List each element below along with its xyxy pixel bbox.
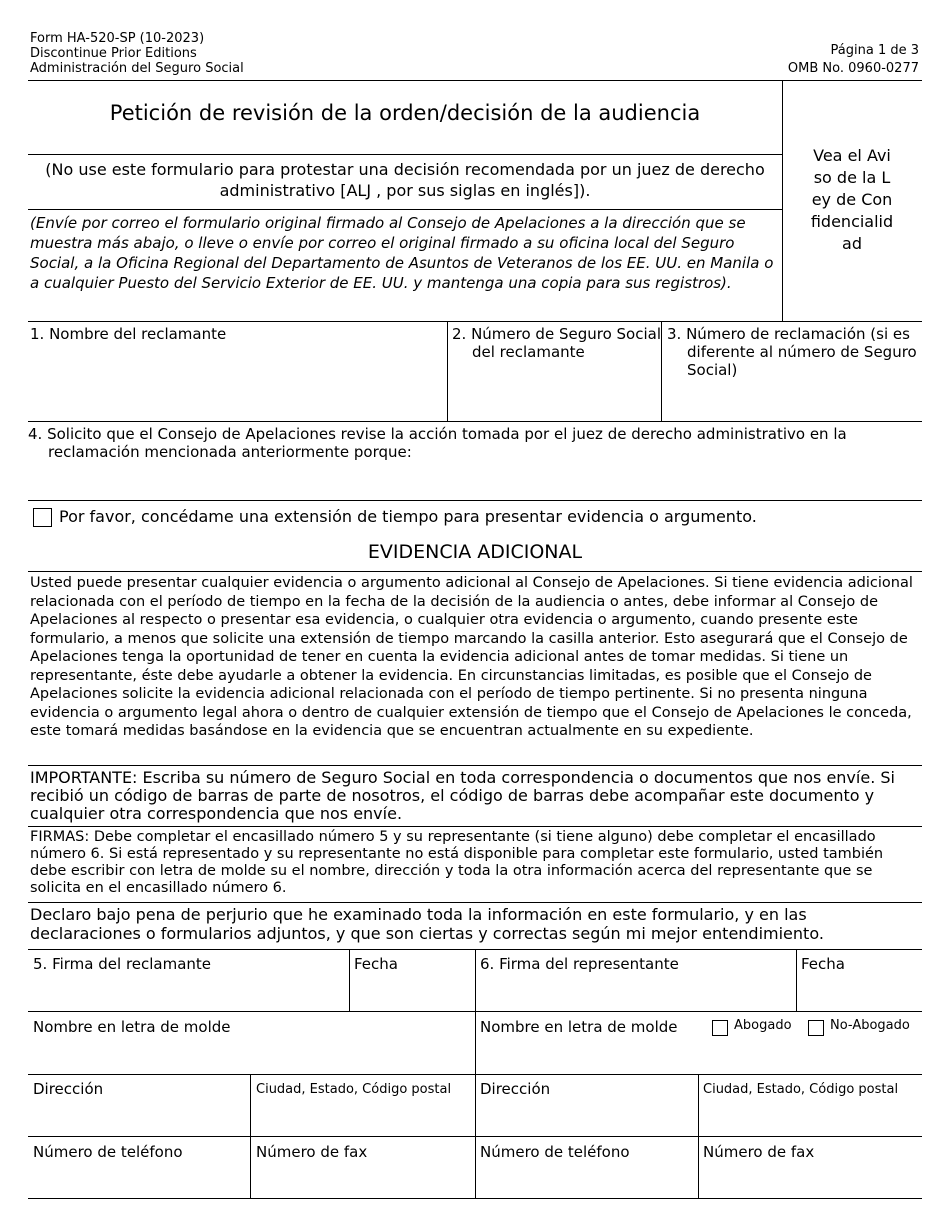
omb-number: OMB No. 0960-0277 <box>787 61 919 76</box>
divider <box>28 500 922 501</box>
divider <box>28 765 922 766</box>
non-attorney-label: No-Abogado <box>830 1018 910 1033</box>
representative-phone-label: Número de teléfono <box>480 1143 630 1161</box>
review-reason-field[interactable] <box>30 464 918 498</box>
divider <box>28 421 922 422</box>
page-number: Página 1 de 3 <box>830 43 919 58</box>
representative-printed-name-field[interactable] <box>476 1040 921 1073</box>
non-attorney-checkbox[interactable] <box>808 1020 824 1036</box>
page-title: Petición de revisión de la orden/decisión de la audiencia <box>109 101 701 125</box>
claimant-name-field[interactable] <box>30 346 444 418</box>
representative-address-label: Dirección <box>480 1080 551 1098</box>
representative-printed-name-label: Nombre en letra de molde <box>480 1018 678 1036</box>
divider <box>447 321 448 421</box>
claimant-fax-label: Número de fax <box>256 1143 368 1161</box>
ssn-field[interactable] <box>450 366 658 418</box>
important-note <box>30 769 920 823</box>
divider <box>28 571 922 572</box>
evidence-heading: EVIDENCIA ADICIONAL <box>367 541 583 563</box>
important-text: Escriba su número de Seguro Social en toda correspondencia o documentos que nos envíe. Si recibió un código de barras de parte de nosotros, el código de barras debe acompañar este documento y cualquier otra correspondencia que nos envíe. <box>30 768 895 823</box>
signatures-label: FIRMAS: <box>30 829 90 845</box>
representative-fax-label: Número de fax <box>703 1143 815 1161</box>
claim-number-label: 3. Número de reclamación (si es diferente al número de Seguro Social) <box>667 325 917 379</box>
extension-checkbox[interactable] <box>33 508 52 527</box>
claim-number-field[interactable] <box>664 384 920 418</box>
claimant-name-label: 1. Nombre del reclamante <box>30 325 227 343</box>
signatures-text: Debe completar el encasillado número 5 y su representante (si tiene alguno) debe completar el encasillado número 6. Si está representado y su representante no está disponible para completar este formulario, usted también debe escribir con letra de molde su el nombre, dirección y toda la otra información acerca del representante que se solicita en el encasillado número 6. <box>30 829 884 896</box>
discontinue-note: Discontinue Prior Editions <box>30 46 197 61</box>
perjury-declaration: Declaro bajo pena de perjurio que he examinado toda la información en este formulario, y en las declaraciones o formularios adjuntos, y que son ciertas y correctas según mi mejor entendimiento. <box>30 905 824 943</box>
divider <box>28 826 922 827</box>
ssn-label: 2. Número de Seguro Social del reclamante <box>452 325 661 361</box>
claimant-signature-label: 5. Firma del reclamante <box>33 955 212 973</box>
signatures-note <box>30 829 920 897</box>
attorney-label: Abogado <box>734 1018 792 1033</box>
divider <box>28 209 782 210</box>
representative-city-label: Ciudad, Estado, Código postal <box>703 1082 899 1097</box>
divider <box>28 80 922 81</box>
mailing-instructions: (Envíe por correo el formulario original firmado al Consejo de Apelaciones a la dirección que se muestra más abajo, o lleve o envíe por correo el original firmado a su oficina local del Seguro Social, a la Oficina Regional del Departamento de Asuntos de Veteranos de los EE. UU. en Manila o a cualquier Puesto del Servicio Exterior de EE. UU. y mantenga una copia para sus registros). <box>30 214 774 292</box>
representative-signature-label: 6. Firma del representante <box>480 955 679 973</box>
divider <box>28 902 922 903</box>
agency-name: Administración del Seguro Social <box>30 61 244 76</box>
claimant-printed-name-label: Nombre en letra de molde <box>33 1018 231 1036</box>
form-number: Form HA-520-SP (10-2023) <box>30 31 205 46</box>
claimant-address-label: Dirección <box>33 1080 104 1098</box>
evidence-text: Usted puede presentar cualquier evidencia o argumento adicional al Consejo de Apelaciones. Si tiene evidencia adicional relacionada con el período de tiempo en la fecha de la decisión de la audiencia o antes, debe informar al Consejo de Apelaciones al respecto o presentar esa evidencia, o cualquier otra evidencia o argumento, cuando presente este formulario, a menos que solicite una extensión de tiempo marcando la casilla anterior. Esto asegurará que el Consejo de Apelaciones tenga la oportunidad de tener en cuenta la evidencia adicional antes de tomar medidas. Si tiene un representante, éste debe ayudarle a obtener la evidencia. En circunstancias limitadas, es posible que el Consejo de Apelaciones solicite la evidencia adicional relacionada con el período de tiempo pertinente. Si no presenta ninguna evidencia o argumento legal ahora o dentro de cualquier extensión de tiempo que el Consejo de Apelaciones le conceda, este tomará medidas basándose en la evidencia que se encuentran actualmente en su expediente. <box>30 575 913 739</box>
divider <box>782 80 783 321</box>
divider <box>661 321 662 421</box>
claimant-phone-label: Número de teléfono <box>33 1143 183 1161</box>
divider <box>28 321 922 322</box>
divider <box>28 154 782 155</box>
subtitle: (No use este formulario para protestar una decisión recomendada por un juez de derecho administrativo [ALJ , por sus siglas en inglés]). <box>45 160 765 200</box>
divider <box>28 1198 922 1199</box>
review-reason-label: 4. Solicito que el Consejo de Apelaciones revise la acción tomada por el juez de derecho administrativo en la reclamación mencionada anteriormente porque: <box>28 425 847 461</box>
important-label: IMPORTANTE: <box>30 768 138 787</box>
extension-checkbox-label: Por favor, concédame una extensión de tiempo para presentar evidencia o argumento. <box>59 507 757 526</box>
privacy-notice: Vea el Aviso de la Ley de Confidencialidad <box>810 146 894 253</box>
attorney-checkbox[interactable] <box>712 1020 728 1036</box>
claimant-city-label: Ciudad, Estado, Código postal <box>256 1082 452 1097</box>
representative-date-label: Fecha <box>801 955 845 973</box>
claimant-date-label: Fecha <box>354 955 398 973</box>
